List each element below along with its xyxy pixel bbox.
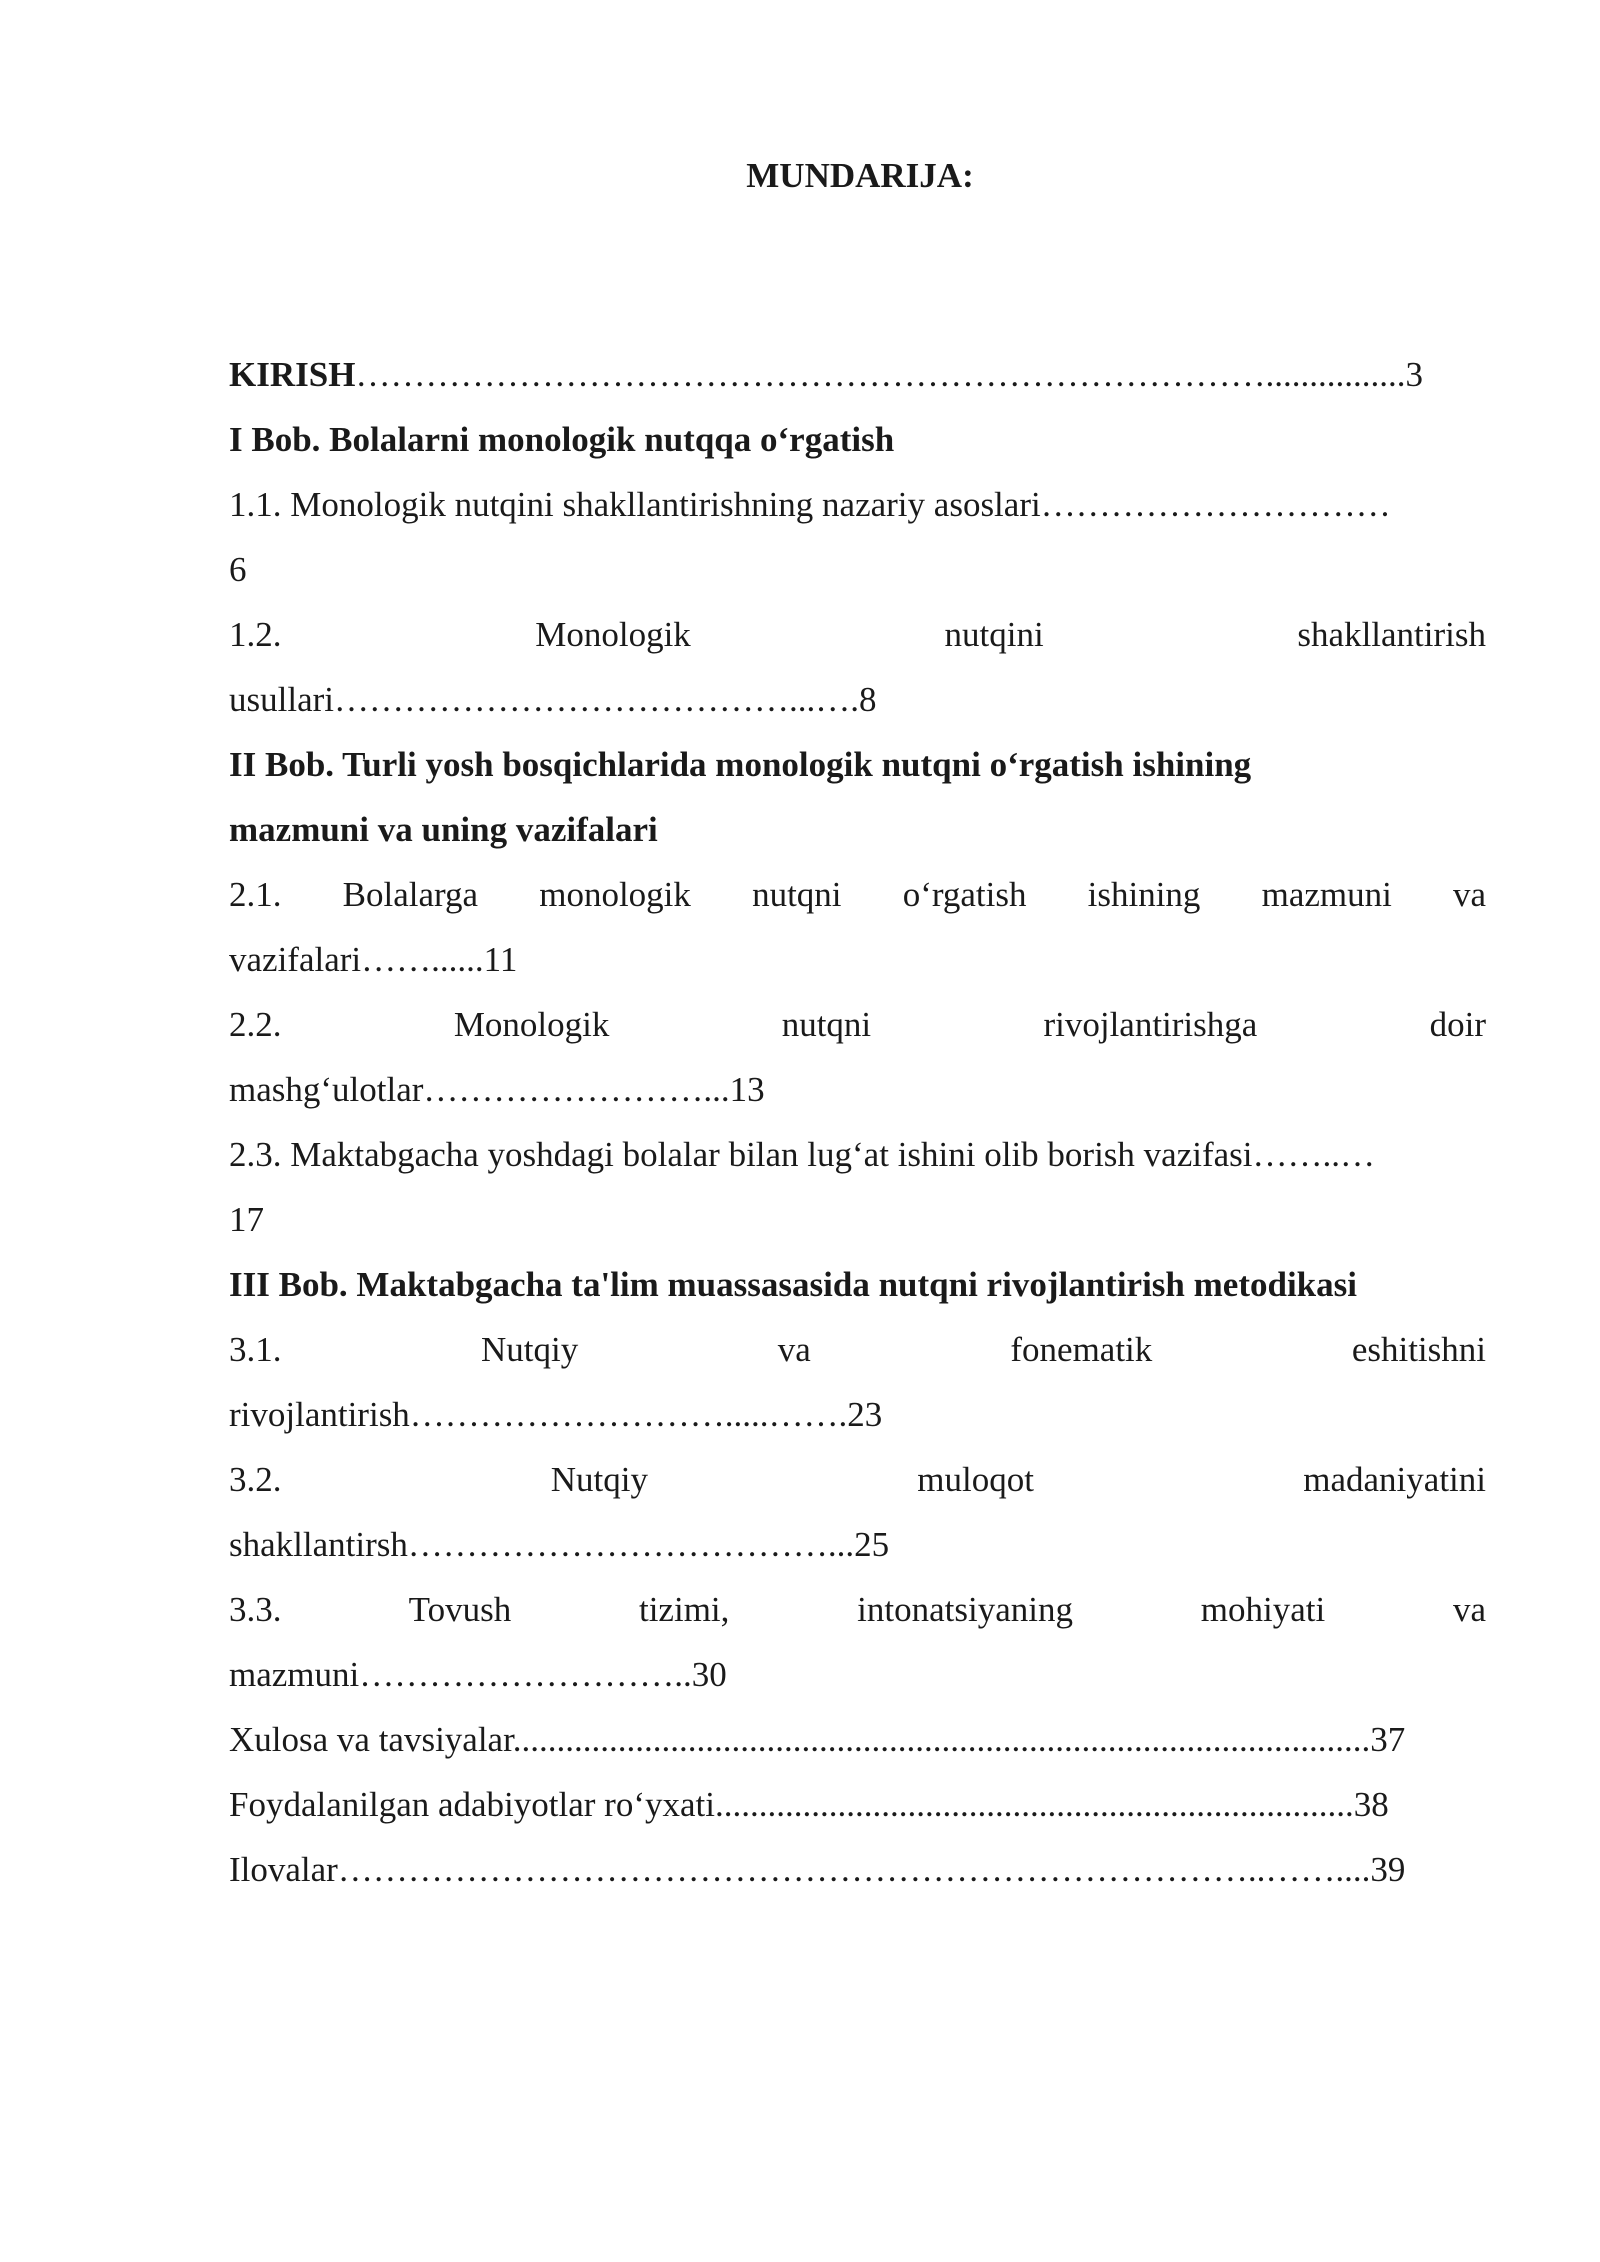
toc-entry: Foydalanilgan adabiyotlar ro‘yxati.........................................................................38 <box>229 1785 1389 1824</box>
toc-word: Nutqiy <box>481 1330 579 1369</box>
toc-word: va <box>1452 1590 1486 1629</box>
page-title: MUNDARIJA: <box>746 156 974 195</box>
toc-word: nutqini <box>944 615 1044 654</box>
toc-word: shakllantirish <box>1297 615 1486 654</box>
toc-entry: Xulosa va tavsiyalar..................................................................................................37 <box>229 1720 1406 1759</box>
toc-entry: mashg‘ulotlar……………………...13 <box>229 1070 765 1109</box>
toc-word: va <box>1453 875 1486 914</box>
toc-word: 3.3. <box>229 1590 282 1629</box>
toc-entry-justified <box>229 862 1486 927</box>
toc-entry-justified <box>229 992 1486 1057</box>
toc-word: mohiyati <box>1200 1590 1326 1629</box>
toc-word: ishining <box>1087 875 1201 914</box>
toc-entry: shakllantirsh………………………………...25 <box>229 1525 890 1564</box>
toc-word: 3.1. <box>229 1330 282 1369</box>
toc-word: Monologik <box>453 1005 610 1044</box>
toc-word: Bolalarga <box>342 875 479 914</box>
toc-word: Monologik <box>535 615 691 654</box>
toc-chapter-heading: mazmuni va uning vazifalari <box>229 810 658 849</box>
toc-entry: usullari…………………………………...….8 <box>229 680 877 719</box>
toc-word: nutqni <box>781 1005 872 1044</box>
toc-chapter-heading: II Bob. Turli yosh bosqichlarida monologik nutqni o‘rgatish ishining <box>229 745 1252 784</box>
toc-word: 2.1. <box>229 875 282 914</box>
toc-entry-kirish <box>229 342 1486 407</box>
toc-word: eshitishni <box>1351 1330 1486 1369</box>
toc-entry-justified <box>229 1577 1486 1642</box>
toc-word: Nutqiy <box>550 1460 649 1499</box>
table-of-contents <box>229 342 1486 1902</box>
toc-word: va <box>777 1330 811 1369</box>
toc-entry: mazmuni………………………..30 <box>229 1655 727 1694</box>
toc-word: o‘rgatish <box>902 875 1027 914</box>
toc-page-number: 3 <box>1405 355 1423 394</box>
toc-word: rivojlantirishga <box>1043 1005 1258 1044</box>
toc-chapter-heading: III Bob. Maktabgacha ta'lim muassasasida nutqni rivojlantirish metodikasi <box>229 1265 1357 1304</box>
toc-entry-justified <box>229 602 1486 667</box>
toc-word: fonematik <box>1010 1330 1153 1369</box>
toc-word: 2.2. <box>229 1005 282 1044</box>
toc-entry: 2.3. Maktabgacha yoshdagi bolalar bilan lug‘at ishini olib borish vazifasi……..… <box>229 1135 1376 1174</box>
toc-entry: 17 <box>229 1200 264 1239</box>
toc-entry: 6 <box>229 550 247 589</box>
toc-word: 3.2. <box>229 1460 282 1499</box>
toc-word: intonatsiyaning <box>857 1590 1073 1629</box>
toc-entry: Ilovalar……………………………………………………………………..……....39 <box>229 1850 1406 1889</box>
toc-word: tizimi, <box>638 1590 730 1629</box>
toc-word: monologik <box>539 875 691 914</box>
toc-entry: 1.1. Monologik nutqini shakllantirishning nazariy asoslari………………………… <box>229 485 1391 524</box>
toc-word: nutqni <box>752 875 842 914</box>
toc-word: Tovush <box>408 1590 512 1629</box>
toc-entry-label: KIRISH <box>229 355 356 394</box>
toc-word: mazmuni <box>1261 875 1392 914</box>
toc-chapter-heading: I Bob. Bolalarni monologik nutqqa o‘rgatish <box>229 420 895 459</box>
toc-word: madaniyatini <box>1303 1460 1486 1499</box>
toc-entry: vazifalari……......11 <box>229 940 518 979</box>
toc-word: muloqot <box>917 1460 1034 1499</box>
toc-word: doir <box>1429 1005 1486 1044</box>
toc-entry: rivojlantirish……………………….....…….23 <box>229 1395 883 1434</box>
toc-entry-justified <box>229 1447 1486 1512</box>
toc-entry-justified <box>229 1317 1486 1382</box>
toc-word: 1.2. <box>229 615 282 654</box>
toc-leader-dots: ……………………………………………………………………................ <box>355 355 1406 394</box>
